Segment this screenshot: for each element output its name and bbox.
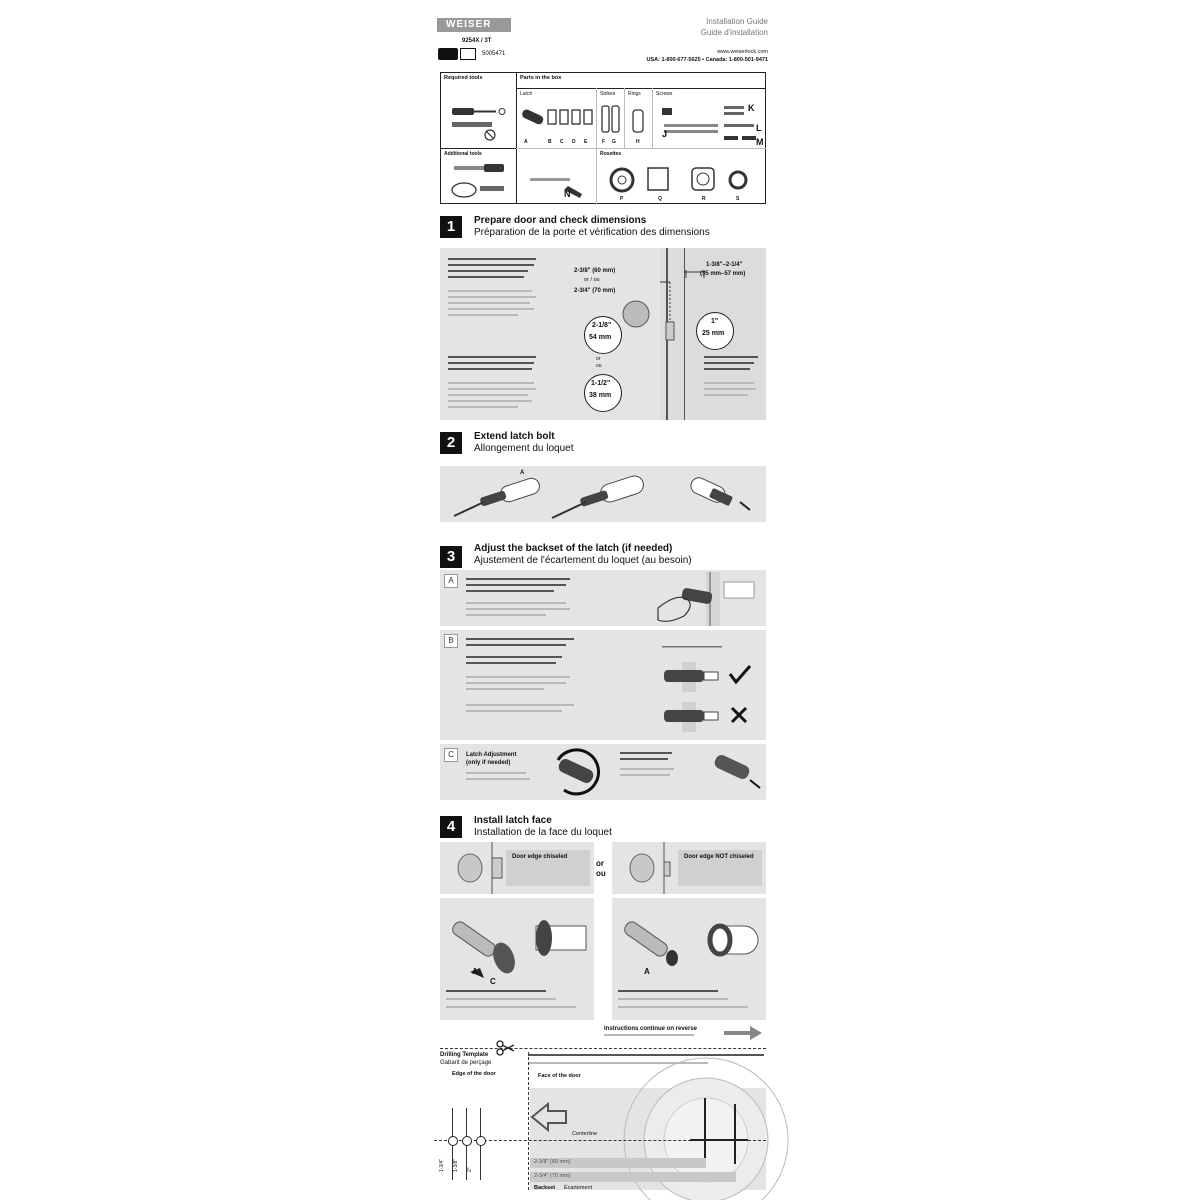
step-2-label-a: A bbox=[520, 470, 525, 476]
step-4-title-en: Install latch face bbox=[474, 815, 552, 826]
text-line bbox=[448, 302, 530, 304]
text-line bbox=[704, 368, 750, 370]
screw-letter: M bbox=[756, 137, 764, 147]
edge-of-door-label: Edge of the door bbox=[452, 1071, 496, 1077]
text-line bbox=[466, 682, 566, 684]
text-line bbox=[448, 362, 534, 364]
rosette-letter: Q bbox=[658, 196, 662, 202]
strike-letter: G bbox=[612, 139, 616, 145]
text-line bbox=[466, 584, 566, 586]
circle-or: or bbox=[596, 356, 601, 362]
latch-heading: Latch bbox=[520, 91, 533, 97]
circle-ou: ou bbox=[596, 363, 602, 369]
latch-letter: C bbox=[560, 139, 564, 145]
text-line bbox=[466, 772, 526, 774]
step-3-title-fr: Ajustement de l'écartement du loquet (au besoin) bbox=[474, 555, 692, 566]
latch-adjustment-title: Latch Adjustment bbox=[466, 752, 517, 758]
crosshair-h bbox=[690, 1139, 748, 1141]
dim-or: or / ou bbox=[584, 277, 600, 283]
rosette-letter: S bbox=[736, 196, 740, 202]
circle-1-bottom: 54 mm bbox=[589, 334, 612, 341]
step-3-title-en: Adjust the backset of the latch (if needed) bbox=[474, 543, 673, 554]
guide-title-fr: Guide d'installation bbox=[700, 28, 768, 37]
text-line bbox=[466, 778, 530, 780]
text-line bbox=[446, 990, 546, 992]
text-line bbox=[704, 382, 754, 384]
latch-adjustment-subtitle: (only if needed) bbox=[466, 760, 511, 766]
step-1-title-fr: Préparation de la porte et vérification des dimensions bbox=[474, 227, 710, 238]
install-face-not-chiseled-drawing bbox=[612, 898, 766, 1020]
latch-centered-drawing bbox=[654, 632, 762, 738]
text-line bbox=[704, 356, 758, 358]
latch-letter: A bbox=[524, 139, 528, 145]
door-edge-not-chiseled-label: Door edge NOT chiseled bbox=[684, 854, 754, 860]
dim-backset: 2-3/8" (60 mm) bbox=[574, 268, 616, 274]
text-line bbox=[448, 388, 536, 390]
parts-divider-v bbox=[516, 72, 517, 204]
latch-parts-icon bbox=[520, 102, 596, 142]
dim-thickness: 1-3/8"–2-1/4" bbox=[706, 262, 743, 268]
parts-divider-h1 bbox=[440, 148, 516, 149]
text-line bbox=[618, 990, 718, 992]
parts-divider-h2 bbox=[516, 88, 766, 89]
text-line bbox=[466, 578, 570, 580]
text-line bbox=[446, 998, 556, 1000]
step-3c-letter: C bbox=[444, 748, 458, 762]
latch-letter: E bbox=[584, 139, 588, 145]
text-line bbox=[448, 308, 534, 310]
text-line bbox=[448, 314, 518, 316]
text-line bbox=[448, 264, 534, 266]
text-line bbox=[448, 394, 528, 396]
step-4-or: or bbox=[596, 859, 604, 868]
text-line bbox=[466, 608, 570, 610]
screwdriver-icon bbox=[450, 102, 510, 142]
screws-heading: Screws bbox=[656, 91, 673, 97]
thickness-label: 1-3/4" bbox=[439, 1158, 445, 1172]
parts-divider-h3 bbox=[516, 148, 766, 149]
back-arrow-icon bbox=[532, 1102, 568, 1132]
extend-latch-drawing bbox=[440, 466, 766, 522]
ring-icon bbox=[630, 108, 648, 136]
text-line bbox=[466, 704, 574, 706]
text-line bbox=[466, 710, 562, 712]
backset-bar-long-label: 2-3/4" (70 mm) bbox=[534, 1173, 571, 1179]
step-4-title-fr: Installation de la face du loquet bbox=[474, 827, 612, 838]
step-1-title-en: Prepare door and check dimensions bbox=[474, 215, 647, 226]
rosette-letter: R bbox=[702, 196, 706, 202]
step-2-number: 2 bbox=[440, 432, 462, 454]
step-3b-letter: B bbox=[444, 634, 458, 648]
not-chiseled-door-drawing bbox=[612, 842, 766, 894]
circle-2-bottom: 25 mm bbox=[702, 330, 725, 337]
text-line bbox=[448, 258, 536, 260]
door-edge-dashed-line bbox=[528, 1052, 529, 1190]
step-2-title-fr: Allongement du loquet bbox=[474, 443, 574, 454]
text-line bbox=[448, 356, 536, 358]
text-line bbox=[448, 400, 532, 402]
text-line bbox=[620, 774, 670, 776]
step-3a-letter: A bbox=[444, 574, 458, 588]
step-4-number: 4 bbox=[440, 816, 462, 838]
text-line bbox=[448, 270, 528, 272]
text-line bbox=[704, 388, 756, 390]
text-line bbox=[466, 638, 574, 640]
text-line bbox=[618, 998, 728, 1000]
dim-thickness-mm: (35 mm–57 mm) bbox=[700, 271, 746, 277]
text-line bbox=[466, 644, 566, 646]
text-line bbox=[528, 1054, 764, 1056]
text-line bbox=[466, 602, 566, 604]
circle-2-top: 1" bbox=[711, 318, 719, 325]
step-2-title-en: Extend latch bolt bbox=[474, 431, 555, 442]
step-4-left-letter-a: A bbox=[472, 967, 478, 976]
text-line bbox=[446, 1006, 576, 1008]
hold-latch-drawing bbox=[654, 572, 762, 626]
screw-letter: J bbox=[662, 129, 668, 139]
text-line bbox=[466, 614, 546, 616]
crosshair-v bbox=[734, 1104, 736, 1164]
text-line bbox=[466, 688, 544, 690]
arrow-right-icon bbox=[724, 1026, 764, 1040]
instruction-sheet bbox=[434, 12, 768, 1190]
text-line bbox=[448, 276, 524, 278]
text-line bbox=[604, 1034, 694, 1036]
thickness-dot bbox=[462, 1136, 472, 1146]
drill-icon bbox=[446, 164, 510, 202]
centerline-label: Centerline bbox=[572, 1131, 598, 1137]
step-1-number: 1 bbox=[440, 216, 462, 238]
thickness-label: 1-3/8" bbox=[453, 1158, 459, 1172]
rosette-letter: P bbox=[620, 196, 624, 202]
lock-badge-icon bbox=[438, 48, 458, 60]
strikes-heading: Strikes bbox=[600, 91, 616, 97]
cut-line bbox=[440, 1048, 766, 1049]
tool-badge-icon bbox=[460, 48, 476, 60]
rosettes-icon bbox=[604, 162, 764, 198]
parts-divider-v5 bbox=[596, 148, 597, 204]
part-code: 5005471 bbox=[482, 51, 506, 57]
additional-tools-heading: Additional tools bbox=[444, 151, 482, 157]
text-line bbox=[448, 382, 534, 384]
text-line bbox=[448, 368, 532, 370]
step-4-right-letter-a: A bbox=[644, 967, 650, 976]
backset-label-fr: Écartement bbox=[564, 1185, 593, 1191]
text-line bbox=[618, 1006, 748, 1008]
door-edge-chiseled-label: Door edge chiseled bbox=[512, 854, 568, 860]
ring-letter: H bbox=[636, 139, 640, 145]
website: www.weiserlock.com bbox=[717, 49, 768, 55]
drilling-template-title: Drilling Template bbox=[440, 1052, 489, 1058]
backset-bar-short-label: 2-3/8" (60 mm) bbox=[534, 1159, 571, 1165]
parts-divider-v3 bbox=[624, 88, 625, 148]
chiseled-door-drawing bbox=[440, 842, 594, 894]
rotate-latch-drawing bbox=[550, 746, 764, 800]
tool-n-letter: N bbox=[564, 189, 571, 199]
parts-divider-v2 bbox=[596, 88, 597, 148]
drilling-template-subtitle: Gabarit de perçage bbox=[440, 1060, 492, 1066]
rings-heading: Rings bbox=[628, 91, 641, 97]
contact-numbers: USA: 1-800-677-5625 • Canada: 1-800-501-9471 bbox=[646, 57, 768, 63]
rosettes-heading: Rosettes bbox=[600, 151, 622, 157]
text-line bbox=[466, 656, 562, 658]
screw-letter: L bbox=[756, 123, 762, 133]
guide-title-en: Installation Guide bbox=[706, 17, 768, 26]
thickness-dot bbox=[476, 1136, 486, 1146]
screw-letter: K bbox=[748, 103, 755, 113]
step-4-ou: ou bbox=[596, 869, 606, 878]
thickness-dot bbox=[448, 1136, 458, 1146]
text-line bbox=[448, 406, 518, 408]
text-line bbox=[620, 752, 672, 754]
latch-letter: D bbox=[572, 139, 576, 145]
strike-letter: F bbox=[602, 139, 606, 145]
thickness-label: 2" bbox=[467, 1167, 473, 1172]
circle-1-top: 2-1/8" bbox=[592, 322, 612, 329]
latch-letter: B bbox=[548, 139, 552, 145]
instructions-continue: Instructions continue on reverse bbox=[604, 1026, 698, 1032]
text-line bbox=[704, 394, 748, 396]
install-face-chiseled-drawing bbox=[440, 898, 594, 1020]
backset-label: Backset bbox=[534, 1185, 556, 1191]
text-line bbox=[466, 590, 554, 592]
text-line bbox=[704, 362, 754, 364]
scissors-icon bbox=[496, 1040, 516, 1056]
text-line bbox=[620, 758, 668, 760]
text-line bbox=[448, 296, 536, 298]
circle-3-bottom: 38 mm bbox=[589, 392, 612, 399]
model-number: 9254X / 3T bbox=[462, 38, 492, 44]
text-line bbox=[466, 662, 556, 664]
required-tools-heading: Required tools bbox=[444, 75, 483, 81]
dim-backset-alt: 2-3/4" (70 mm) bbox=[574, 288, 616, 294]
step-3-number: 3 bbox=[440, 546, 462, 568]
face-of-door-label: Face of the door bbox=[538, 1073, 581, 1079]
text-line bbox=[448, 290, 532, 292]
strikes-icon bbox=[600, 104, 622, 138]
circle-3-top: 1-1/2" bbox=[591, 380, 611, 387]
text-line bbox=[620, 768, 674, 770]
step-4-left-letter-c: C bbox=[490, 977, 496, 986]
tool-n-icon bbox=[524, 172, 596, 202]
parts-divider-v4 bbox=[652, 88, 653, 148]
parts-in-box-heading: Parts in the box bbox=[520, 75, 562, 81]
brand-logo-text: WEISER bbox=[446, 19, 492, 30]
text-line bbox=[466, 676, 570, 678]
